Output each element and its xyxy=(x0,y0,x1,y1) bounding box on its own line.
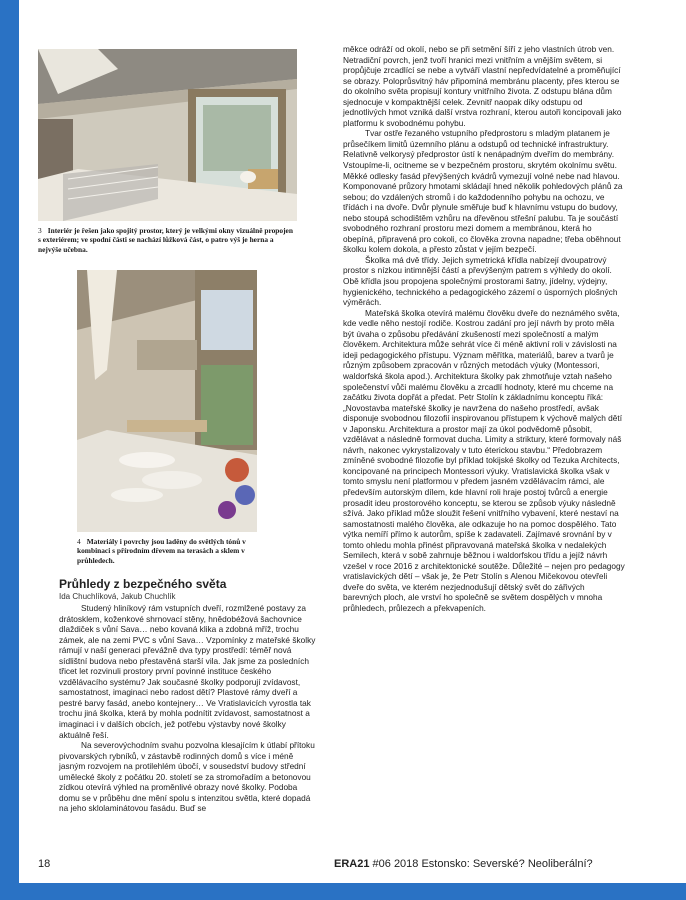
page-frame-strip xyxy=(0,883,686,900)
figure-4-photo xyxy=(77,270,257,532)
page-number: 18 xyxy=(38,858,51,870)
article-paragraph: měkce odráží od okolí, nebo se při setmění šíří z jeho vlastních útrob ven. Netradiční povrch, jenž tvoří hranici mezi vnitřním a vnějším světem, si propůjčuje zrcadlící se nebe a vytváří vlastní nepředvídatelné a proměňující se obrazy. Poloprůsvitný háv připomíná membránu placenty, přes kterou se do okolního světa propisují kontury vnitřního života. Z odstupu blána dům sjednocuje v kompaktnější celek. Zevnitř naopak díky odstupu od jednotlivých hmot vzniká další vrstva rozhraní, kterou autoři koncipovali jako platformu k svobodnému pohybu. xyxy=(343,44,622,128)
article-paragraph: Na severovýchodním svahu pozvolna klesajícím k útlabí přítoku pivovarských rybníků, v zástavbě rodinných domů s více i méně jasným rozvojem na protilehlém úbočí, v sousedství budovy střední umělecké školy z počátku 20. století se za stromořadím a betonovou zídkou otevírá výhled na proměnlivé obrazy nové školky. Podoba domu se v průběhu dne mění spolu s intenzitou světla, které dopadá na jeho sklolaminátovou fasádu. Buď se xyxy=(59,740,315,814)
article-left-column xyxy=(59,603,317,814)
article-paragraph: Tvar ostře řezaného vstupního předprostoru s mladým platanem je průsečíkem limitů územního plánu a odstupů od technické infrastruktury. Relativně velkorysý předprostor ústí k nenápadným dveřím do membrány. Vstoupíme-li, ocitneme se v bezpečném prostoru, skrytém okolnímu světu. Měkké odlesky fasád převýšených kvádrů vymezují volné nebe nad hlavou. Komponované průzory hmotami skládají hned několik pohledových plánů za sebou; do vzdálených stromů i do každodenního pohybu na ochozu, ve třídách i na dvoře. Dvůr plynule směřuje buď k hlavnímu vstupu do budovy, nebo stoupá schodištěm vzhůru na dřevěnou střešní palubu. Ta je součástí svobodného rozhraní prostoru mezi domem a membránou, která ho obepíná, připravená pro cokoli, co člověka zrovna napadne; třeba oběhnout školku kolem dokola, a přesto zůstat v jejím bezpečí. xyxy=(343,128,623,255)
figure-3-caption xyxy=(38,226,296,254)
figure-3-caption-text: Interiér je řešen jako spojitý prostor, který je velkými okny vizuálně propojen s exteriérem; ve spodní části se nachází lůžková část, o patro výš je herna a nejvýše učebna. xyxy=(38,226,293,254)
running-footer xyxy=(334,858,593,870)
article-authors: Ida Chuchlíková, Jakub Chuchlík xyxy=(59,592,176,601)
figure-4-caption xyxy=(77,537,257,565)
article-paragraph: Školka má dvě třídy. Jejich symetrická křídla nabízejí dvoupatrový prostor s nízkou intimnější částí a převýšeným patrem s výhledy do okolí. Obě křídla jsou propojena společnými prostorami šatny, jídelny, výdejny, hygienického, technického a pedagogického zázemí o úsporných plošných výměrách. xyxy=(343,254,618,308)
article-title: Průhledy z bezpečného světa xyxy=(59,577,227,591)
article-right-column xyxy=(343,44,625,614)
article-paragraph: Mateřská školka otevírá malému člověku dveře do neznámého světa, kde vedle něho nestojí rodiče. Kostrou zadání pro její návrh by proto měla být úvaha o způsobu předávání zkušeností mezi společností a malým člověkem. Architektura může sehrát více či méně aktivní roli v závislosti na ideji pedagogického přístupu. Význam měřítka, materiálů, barev a tvarů je různým způsobem zpracován v různých metodách výuky (Montessori, waldorfská škola apod.). Architektura školky pak zhmotňuje vztah našeho společenství vůči malému člověku a zrcadlí hodnoty, které mu chceme na začátku života dopřát a předat. Petr Stolín k základnímu konceptu říká: „Novostavba mateřské školky je navržena do našeho prostředí, avšak disponuje svobodnou filozofií inspirovanou přístupem k výchově malých dětí v Japonsku. Architektura a prostor mají za úkol podvědomě působit, vzdělávat a následně formovat ducha. Limity a striktury, které formovaly náš návrh, nakonec vykrystalizovaly v tuto éterickou stavbu.“ Předobrazem zmíněné svobodné filozofie byl příklad tokijské školky od Tezuka Architects, koncipované na principech Montessori výuky. Vratislavická školka však v tomto smyslu není platformou v předem jasném vzdělávacím rámci, ale především autorským dílem, kde hlavní roli hraje postoj tvůrců a energie prosadit ideu prostorového konceptu, se kterou se způsob výuky následně sžívá. Jako příklad může sloužit řešení vnitřního vybavení, které nestaví na samostatnosti malého člověka, ale odkazuje ho na pomoc dospělého. Tato výtka nemíří přímo k autorům, spíše k zadavateli. Zajímavé srovnání by v tomto ohledu mohla přinést připravovaná mateřská školka v nedalekých Semilech, která v sobě zahrnuje běžnou i waldorfskou třídu a jejíž návrh vzešel v roce 2016 z architektonické soutěže. Důležité – nejen pro pedagogy vratislavických dětí – však je, že Petr Stolín s Alenou Mičekovou otevřeli dveře do světa, ve kterém nezjednodušují dětský svět do zářivých barevných ploch, ale vrství ho společně se světem dospělých v mnoha průhledech, průlezech a překvapeních. xyxy=(343,307,625,613)
magazine-name: ERA21 xyxy=(334,858,370,870)
figure-4-caption-text: Materiály i povrchy jsou laděny do světlých tónů v kombinaci s přírodním dřevem na terasách a sklem v průhledech. xyxy=(77,537,246,565)
figure-3-photo xyxy=(38,49,297,221)
figure-4-number: 4 xyxy=(77,537,81,546)
figure-3-number: 3 xyxy=(38,226,42,235)
issue-info: #06 2018 Estonsko: Severské? Neoliberální? xyxy=(372,858,593,870)
article-paragraph: Studený hliníkový rám vstupních dveří, rozmlžené postavy za drátosklem, koženkové shrnovací stěny, hnědobéžová šachovnice dlaždiček s vůní Sava… nebo kovaná klika a zdobná mříž, trochu zámek, ale na zemi PVC s vůní Sava… Vzpomínky z mateřské školky rámují v naší generaci převážně dva typy prostředí: téměř nová sídlištní budova nebo přestavěná starší vila. Jak jsme za posledních třicet let rozvinuli prostory první povinné instituce českého vzdělávacího systému? Jak současné školky podporují zvídavost, samostatnost, imaginaci nebo radost dětí? Plastové rámy dveří a pestré barvy fasád, anebo kontejnery… Ve Vratislavicích vyrostla tak trochu jiná školka, která by mohla podnítit zvídavost, samostatnost a imaginaci i v dalších obcích, jež potřebu výstavby nové školky aktuálně řeší. xyxy=(59,603,316,740)
